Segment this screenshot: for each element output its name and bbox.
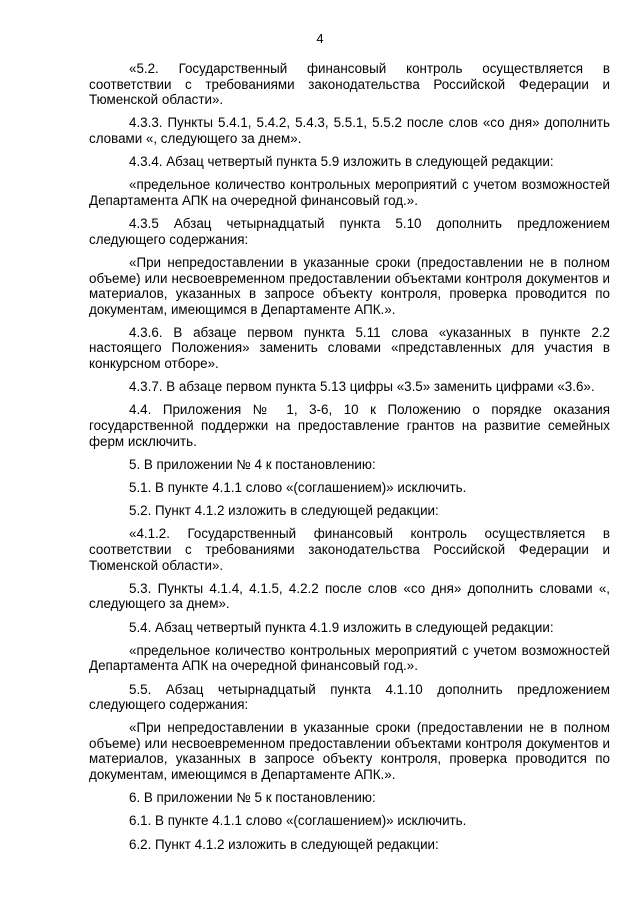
paragraph: 4.3.6. В абзаце первом пункта 5.11 слова «указанных в пункте 2.2 настоящего Положения» заменить словами «представленных для участия в конкурсном отборе». — [89, 324, 610, 372]
paragraph: 4.3.5 Абзац четырнадцатый пункта 5.10 дополнить предложением следующего содержания: — [89, 216, 610, 247]
paragraph: 4.3.3. Пункты 5.4.1, 5.4.2, 5.4.3, 5.5.1, 5.5.2 после слов «со дня» дополнить словами «, следующего за днем». — [89, 115, 610, 146]
paragraph: «предельное количество контрольных мероприятий с учетом возможностей Департамента АПК на очередной финансовый год.». — [89, 177, 610, 208]
paragraph: 5.5. Абзац четырнадцатый пункта 4.1.10 дополнить предложением следующего содержания: — [89, 681, 610, 713]
paragraph: 4.3.4. Абзац четвертый пункта 5.9 изложить в следующей редакции: — [129, 154, 554, 170]
paragraph: «При непредоставлении в указанные сроки (предоставлении не в полном объеме) или несвоевременном предоставлении объектами контроля документов и материалов, указанных в запросе объекту контроля, проверка проводится по документам, имеющимся в Департаменте АПК.». — [89, 254, 610, 317]
paragraph: 5.3. Пункты 4.1.4, 4.1.5, 4.2.2 после слов «со дня» дополнить словами «, следующего за днем». — [89, 580, 610, 612]
paragraph: «4.1.2. Государственный финансовый контроль осуществляется в соответствии с требованиями законодательства Российской Федерации и Тюменской области». — [89, 526, 610, 573]
paragraph: 6. В приложении № 5 к постановлению: — [129, 790, 376, 806]
paragraph: 4.4. Приложения № 1, 3-6, 10 к Положению о порядке оказания государственной поддержки на предоставление грантов на развитие семейных ферм исключить. — [89, 402, 610, 449]
paragraph: «При непредоставлении в указанные сроки (предоставлении не в полном объеме) или несвоевременном предоставлении объектами контроля документов и материалов, указанных в запросе объекту контроля, проверка проводится по документам, имеющимся в Департаменте АПК.». — [89, 720, 610, 783]
paragraph: «5.2. Государственный финансовый контроль осуществляется в соответствии с требованиями законодательства Российской Федерации и Тюменской области». — [89, 61, 610, 108]
paragraph: 5.4. Абзац четвертый пункта 4.1.9 изложить в следующей редакции: — [129, 619, 554, 635]
document-body — [89, 61, 610, 860]
paragraph: 4.3.7. В абзаце первом пункта 5.13 цифры «3.5» заменить цифрами «3.6». — [129, 379, 595, 395]
paragraph: «предельное количество контрольных мероприятий с учетом возможностей Департамента АПК на очередной финансовый год.». — [89, 642, 610, 674]
paragraph: 5.2. Пункт 4.1.2 изложить в следующей редакции: — [129, 503, 439, 519]
paragraph: 6.1. В пункте 4.1.1 слово «(соглашением)» исключить. — [129, 813, 467, 829]
paragraph: 6.2. Пункт 4.1.2 изложить в следующей редакции: — [129, 836, 439, 852]
paragraph: 5.1. В пункте 4.1.1 слово «(соглашением)» исключить. — [129, 480, 467, 495]
page-number: 4 — [316, 31, 324, 46]
paragraph: 5. В приложении № 4 к постановлению: — [129, 456, 376, 472]
